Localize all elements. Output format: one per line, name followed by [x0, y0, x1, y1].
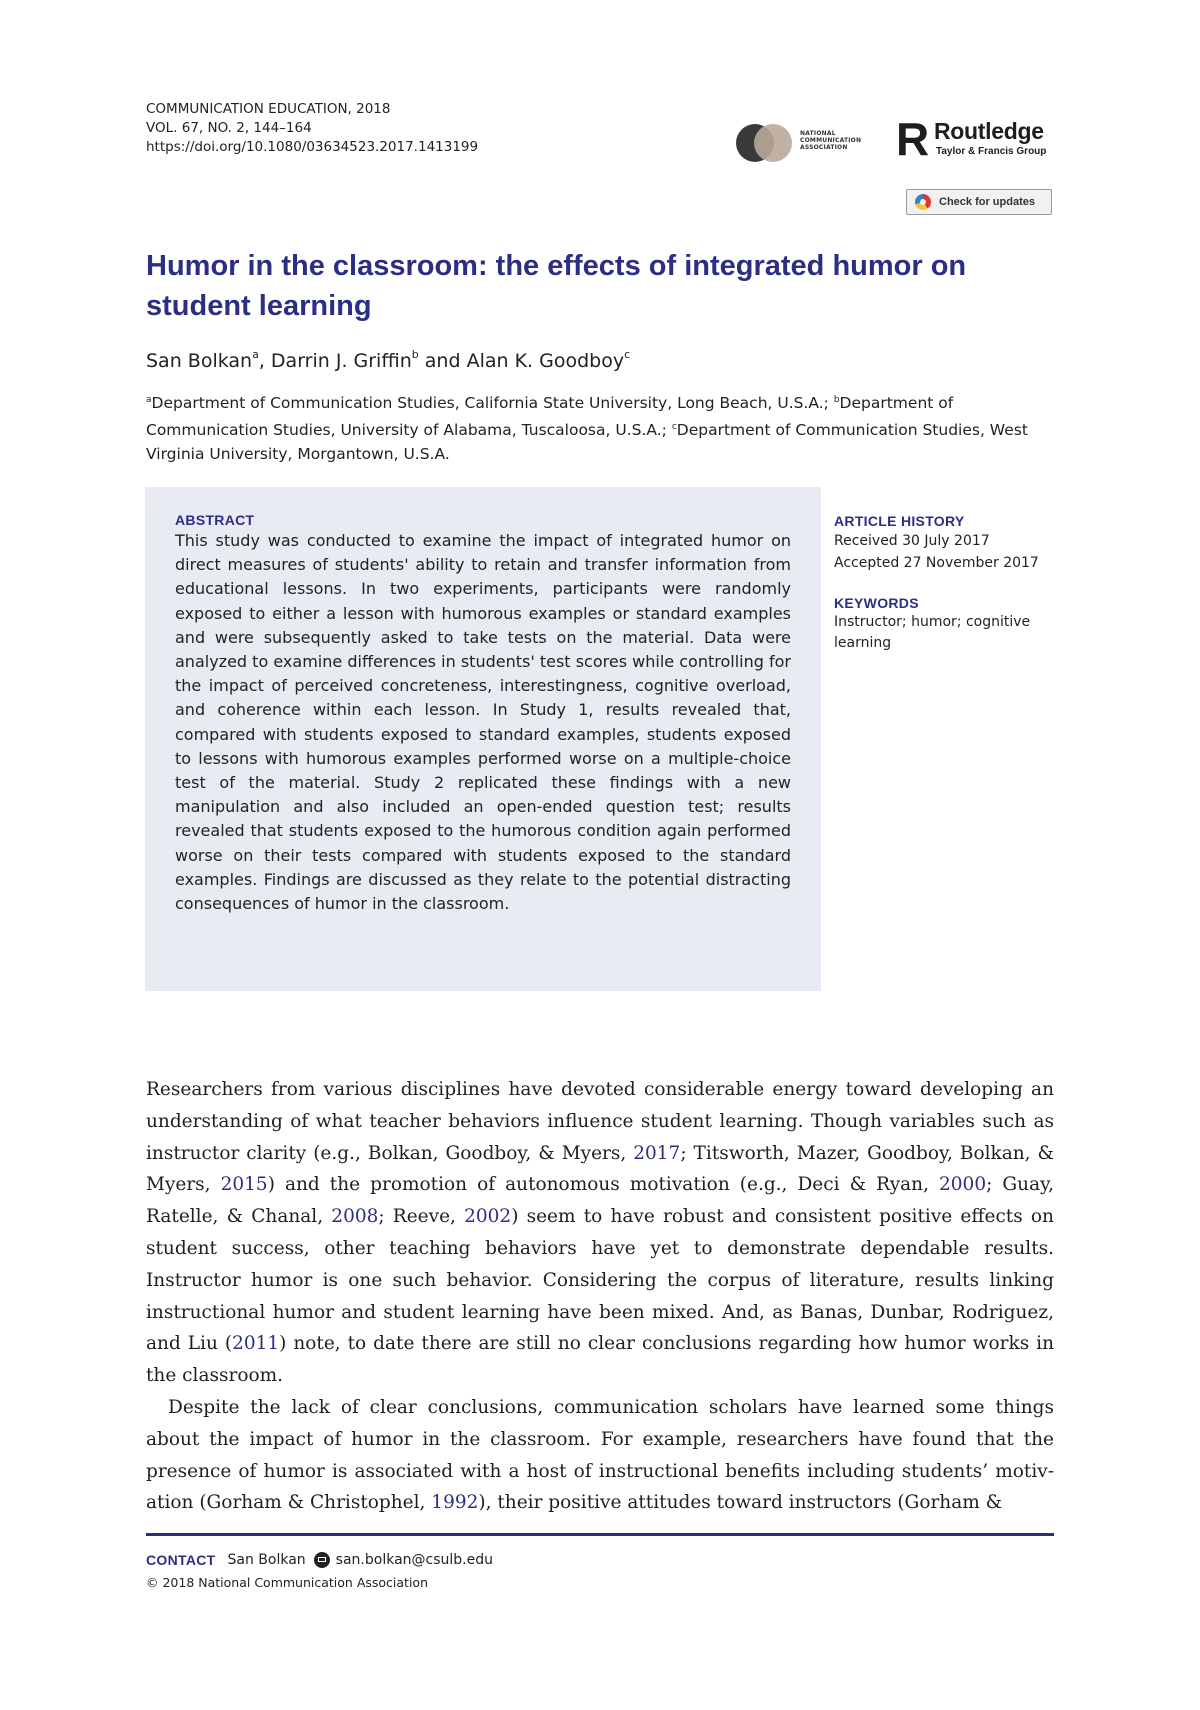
- nca-logo: [736, 124, 872, 164]
- body-text-run: Researchers from various disciplines have devoted considerable energy toward developing an understanding of what teacher behaviors influence student learning. Though variables such as instructor clarity (e.g., Bolkan, Goodboy, & Myers,: [146, 1079, 1054, 1164]
- publisher-sub: Taylor & Francis Group: [936, 146, 1047, 157]
- doi-link[interactable]: https://doi.org/10.1080/03634523.2017.1413199: [146, 139, 479, 155]
- affil-text: Department of Communication Studies, California State University, Long Beach, U.S.A.;: [151, 394, 834, 412]
- abstract-text: This study was conducted to examine the impact of integrated humor on direct measures of students' ability to retain and transfer information from educational lessons. In two experiments, participants were randomly exposed to either a lesson with humorous examples or standard examples and were subsequently asked to take tests on the material. Data were analyzed to examine differences in students' test scores while controlling for the impact of perceived concreteness, interestingness, cognitive overload, and coherence within each lesson. In Study 1, results revealed that, compared with students exposed to standard examples, students exposed to lessons with humorous examples performed worse on a multiple-choice test of the material. Study 2 replicated these findings with a new manipulation and also included an open-ended question test; results revealed that students exposed to the humorous condition again performed worse on their tests compared with students exposed to the standard examples. Findings are discussed as they relate to the potential distracting consequences of humor in the classroom.: [175, 531, 791, 914]
- affil-text: Department of Communication Studies, West Virginia University, Morgantown, U.S.A.: [146, 421, 1028, 463]
- footer-divider: [146, 1533, 1054, 1536]
- citation-link[interactable]: 2000: [939, 1174, 987, 1196]
- check-for-updates-label: Check for updates: [939, 196, 1035, 208]
- article-history-heading: ARTICLE HISTORY: [834, 513, 965, 529]
- author-separator: ,: [258, 350, 271, 372]
- body-text-run: ) note, to date there are still no clear conclusions regarding how humor works in the classroom.: [146, 1333, 1054, 1387]
- contact-line: [146, 1550, 493, 1570]
- body-text-run: ; Titsworth, Mazer, Goodboy, Bolkan, & Myers,: [146, 1142, 1054, 1196]
- citation-link[interactable]: 2017: [633, 1142, 681, 1164]
- journal-meta: [146, 100, 478, 157]
- affil-mark: c: [671, 422, 677, 432]
- accepted-date: Accepted 27 November 2017: [834, 555, 1039, 571]
- received-date: Received 30 July 2017: [834, 533, 990, 549]
- citation-link[interactable]: 2002: [464, 1206, 512, 1228]
- affil-text: Department of Communication Studies, University of Alabama, Tuscaloosa, U.S.A.;: [146, 394, 954, 439]
- body-text-run: ), their positive attitudes toward instructors (Gorham &: [478, 1492, 1003, 1514]
- abstract-heading: ABSTRACT: [175, 512, 255, 528]
- body-text-run: ) and the promotion of autonomous motivation (e.g., Deci & Ryan,: [267, 1174, 940, 1196]
- routledge-r-mark-icon: R: [896, 113, 930, 165]
- author-affil-mark: c: [624, 348, 631, 361]
- contact-name: San Bolkan: [227, 1552, 306, 1568]
- author-name[interactable]: San Bolkan: [146, 350, 253, 372]
- email-icon: [314, 1552, 330, 1568]
- journal-name-line: COMMUNICATION EDUCATION, 2018: [146, 101, 391, 117]
- body-paragraph: [146, 1074, 1054, 1392]
- body-text-run: ) seem to have robust and consistent positive effects on student success, other teaching behaviors have yet to demonstrate dependable results. Instructor humor is one such behavior. Considering the corpus of literature, results linking instructional humor and student learning have been mixed. And, as Banas, Dunbar, Rodriguez, and Liu (: [146, 1206, 1054, 1355]
- author-list: [146, 342, 630, 374]
- citation-link[interactable]: 2011: [232, 1333, 280, 1355]
- nca-logo-light-circle: [754, 124, 792, 162]
- nca-logo-text: NATIONAL COMMUNICATION ASSOCIATION: [800, 130, 862, 151]
- citation-link[interactable]: 2008: [331, 1206, 379, 1228]
- publisher-name: Routledge: [934, 118, 1044, 144]
- body-text-run: ; Guay, Ratelle, & Chanal,: [146, 1174, 1054, 1228]
- body-paragraph: [146, 1392, 1054, 1519]
- abstract-box: [145, 487, 821, 991]
- contact-label: CONTACT: [146, 1552, 216, 1568]
- citation-link[interactable]: 1992: [431, 1492, 479, 1514]
- affiliations: [146, 388, 1066, 466]
- sidebar-spacer: [834, 574, 1074, 594]
- article-title: Humor in the classroom: the effects of integrated humor on student learning: [146, 250, 967, 322]
- affil-mark: b: [833, 395, 840, 405]
- journal-volume-line: VOL. 67, NO. 2, 144–164: [146, 120, 312, 136]
- author-name[interactable]: Darrin J. Griffin: [270, 350, 412, 372]
- author-affil-mark: a: [252, 348, 259, 361]
- author-name[interactable]: Alan K. Goodboy: [466, 350, 625, 372]
- contact-email-link[interactable]: san.bolkan@csulb.edu: [335, 1552, 493, 1568]
- body-text-run: Despite the lack of clear conclusions, communication scholars have learned some things about the impact of humor in the classroom. For example, researchers have found that the presence of humor is associated with a host of instructional benefits including students’ motivation (Gorham & Christophel,: [146, 1396, 1054, 1514]
- affil-mark: a: [146, 395, 152, 405]
- abstract-inner: [175, 511, 791, 916]
- crossmark-icon: [915, 194, 931, 210]
- routledge-logo: [896, 113, 1056, 166]
- keywords-list: Instructor; humor; cognitive learning: [834, 614, 1031, 651]
- author-separator: and: [418, 350, 467, 372]
- article-body: [146, 1074, 1054, 1519]
- check-for-updates-button[interactable]: [906, 189, 1052, 215]
- citation-link[interactable]: 2015: [220, 1174, 268, 1196]
- copyright-notice: © 2018 National Communication Association: [146, 1575, 428, 1590]
- keywords-heading: KEYWORDS: [834, 595, 919, 611]
- body-text-run: ; Reeve,: [378, 1206, 465, 1228]
- article-sidebar: [834, 512, 1074, 654]
- author-affil-mark: b: [411, 348, 419, 361]
